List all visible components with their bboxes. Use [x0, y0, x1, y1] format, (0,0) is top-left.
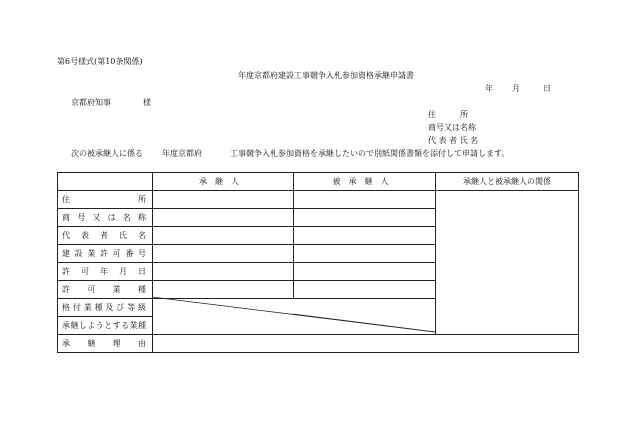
row-label-address: 住所 [58, 191, 153, 209]
header-relationship: 承継人と被承継人の関係 [436, 173, 579, 191]
successor-license-type-cell[interactable] [153, 281, 294, 299]
successor-license-number-cell[interactable] [153, 245, 294, 263]
date-month: 月 [512, 84, 520, 93]
succession-table [57, 172, 579, 353]
applicant-address-label: 住 所 [428, 110, 468, 119]
predecessor-representative-cell[interactable] [294, 227, 436, 245]
predecessor-license-type-cell[interactable] [294, 281, 436, 299]
row-label-target-business: 承継しようとする業種 [58, 317, 153, 335]
relationship-cell[interactable] [436, 191, 579, 335]
successor-trade-name-cell[interactable] [153, 209, 294, 227]
header-blank [58, 173, 153, 191]
reason-cell[interactable] [153, 335, 579, 353]
statement-part3: 工事競争入札参加資格を承継したいので別紙関係書類を添付して申請します。 [230, 149, 510, 158]
predecessor-license-number-cell[interactable] [294, 245, 436, 263]
row-label-grade: 格付業種及び等級 [58, 299, 153, 317]
document-title: 年度京都府建設工事競争入札参加資格承継申請書 [238, 71, 414, 80]
row-label-license-type: 許可業種 [58, 281, 153, 299]
row-label-reason: 承継理由 [58, 335, 153, 353]
table-row [58, 191, 579, 209]
date-day: 日 [543, 84, 551, 93]
row-label-license-date: 許可年月日 [58, 263, 153, 281]
table-row [58, 335, 579, 353]
header-predecessor: 被承継人 [294, 173, 436, 191]
applicant-name-label: 商号又は名称 [428, 123, 476, 132]
row-label-trade-name: 商号又は名称 [58, 209, 153, 227]
predecessor-license-date-cell[interactable] [294, 263, 436, 281]
row-label-representative: 代表者氏名 [58, 227, 153, 245]
statement-part1: 次の被承継人に係る [71, 149, 143, 158]
predecessor-address-cell[interactable] [294, 191, 436, 209]
row-label-license-number: 建設業許可番号 [58, 245, 153, 263]
form-number: 第6号様式(第10条関係) [57, 57, 143, 66]
predecessor-trade-name-cell[interactable] [294, 209, 436, 227]
successor-license-date-cell[interactable] [153, 263, 294, 281]
addressee-honorific: 様 [143, 98, 151, 107]
statement-part2: 年度京都府 [162, 149, 202, 158]
successor-address-cell[interactable] [153, 191, 294, 209]
header-successor: 承継人 [153, 173, 294, 191]
table-header-row [58, 173, 579, 191]
date-year: 年 [485, 84, 493, 93]
grade-and-target-merged-cell[interactable] [153, 299, 436, 335]
addressee: 京都府知事 [71, 98, 111, 107]
successor-representative-cell[interactable] [153, 227, 294, 245]
applicant-representative-label: 代 表 者 氏 名 [428, 136, 479, 145]
